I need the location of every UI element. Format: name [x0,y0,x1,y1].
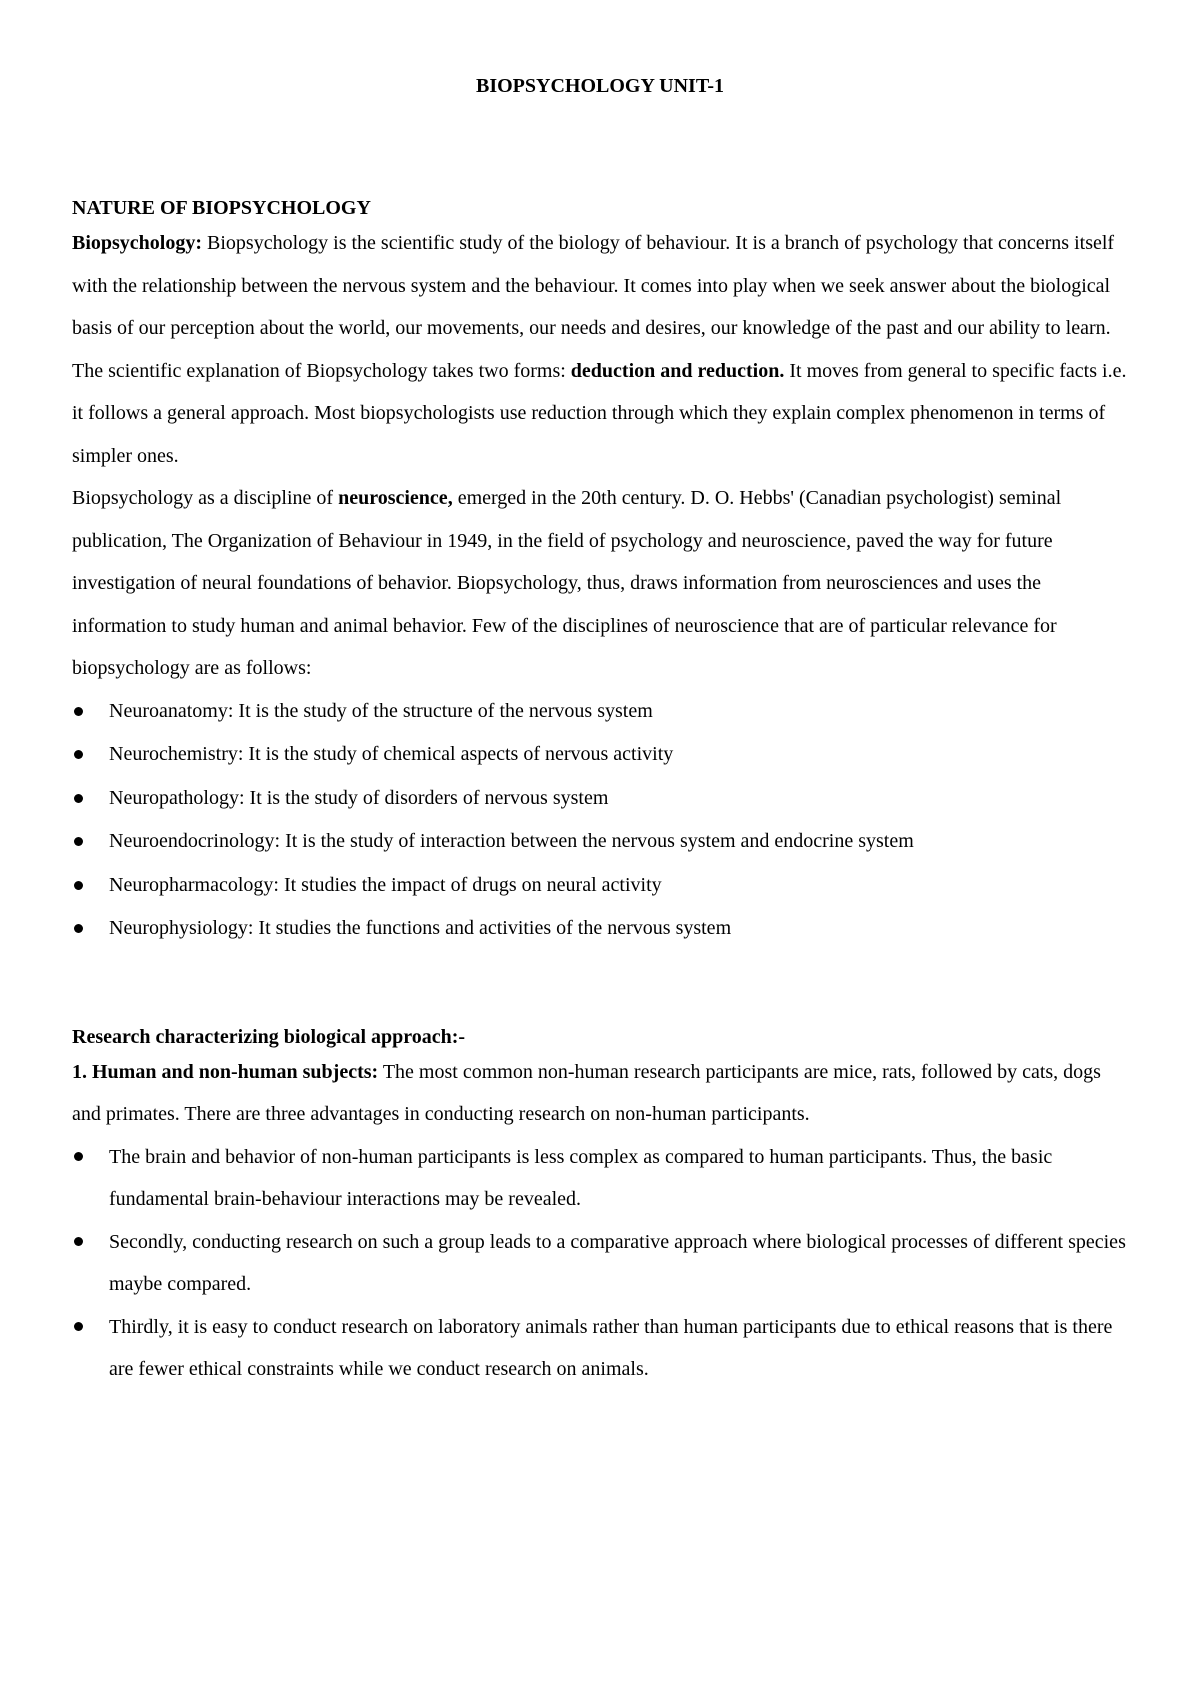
paragraph-scientific-explanation [72,350,1128,478]
bullet-icon [74,750,83,759]
term-human-nonhuman-subjects: 1. Human and non-human subjects: [72,1060,379,1083]
term-neuroscience: neuroscience, [338,487,453,509]
paragraph-text-before: Biopsychology as a discipline of [72,487,339,509]
paragraph-biopsychology-definition [72,222,1128,350]
list-item-text: Neuropathology: It is the study of disorders of nervous system [109,786,609,809]
list-item-text: Neurochemistry: It is the study of chemical aspects of nervous activity [109,743,674,765]
bullet-icon [74,881,83,890]
bullet-icon [74,1152,83,1161]
advantages-list [72,1136,1128,1391]
term-deduction-reduction: deduction and reduction. [570,359,785,382]
bullet-icon [74,837,83,846]
bullet-icon [74,1237,83,1246]
term-biopsychology: Biopsychology: [72,232,203,254]
list-item-text: Secondly, conducting research on such a group leads to a comparative approach where biological processes of different species maybe compared. [109,1230,1126,1295]
list-item-text: Neurophysiology: It studies the functions and activities of the nervous system [109,917,732,939]
bullet-icon [74,1322,83,1331]
paragraph-text-after: It moves from general to specific facts i.e. it follows a general approach. Most biopsychologists use reduction through which they explain complex phenomenon in terms of simpler ones. [72,359,1127,467]
list-item-text: Neuroendocrinology: It is the study of interaction between the nervous system and endocrine system [109,830,914,852]
paragraph-text: Biopsychology is the scientific study of the biology of behaviour. It is a branch of psychology that concerns itself with the relationship between the nervous system and the behaviour. It comes into play when we seek answer about the biological basis of our perception about the world, our movements, our needs and desires, our knowledge of the past and our ability to learn. [72,232,1115,339]
list-item [72,820,1128,864]
list-item-text: Neuropharmacology: It studies the impact of drugs on neural activity [109,873,662,896]
list-item-text: Neuroanatomy: It is the study of the structure of the nervous system [109,699,653,722]
bullet-icon [74,924,83,933]
document-title: BIOPSYCHOLOGY UNIT-1 [475,75,724,97]
paragraph-text-after: emerged in the 20th century. D. O. Hebbs' (Canadian psychologist) seminal publication, The Organization of Behaviour in 1949, in the field of psychology and neuroscience, paved the way for future investigation of neural foundations of behavior. Biopsychology, thus, draws information from neurosciences and uses the information to study human and animal behavior. Few of the disciplines of neuroscience that are of particular relevance for biopsychology are as follows: [72,487,1062,679]
list-item [72,907,1128,951]
list-item-text: The brain and behavior of non-human participants is less complex as compared to human participants. Thus, the basic fundamental brain-behaviour interactions may be revealed. [109,1145,1053,1210]
list-item [72,864,1128,908]
paragraph-text: The most common non-human research participants are mice, rats, followed by cats, dogs and primates. There are three advantages in conducting research on non-human participants. [72,1060,1101,1125]
list-item [72,1221,1128,1306]
list-item [72,777,1128,821]
section-heading-research: Research characterizing biological approach:- [72,1025,466,1048]
list-item [72,1136,1128,1221]
list-item [72,733,1128,777]
bullet-icon [74,707,83,716]
section-heading-nature: NATURE OF BIOPSYCHOLOGY [72,197,371,219]
paragraph-neuroscience-discipline [72,477,1128,690]
disciplines-list [72,690,1128,951]
list-item [72,690,1128,734]
list-item-text: Thirdly, it is easy to conduct research on laboratory animals rather than human participants due to ethical reasons that is there are fewer ethical constraints while we conduct research on animals. [109,1315,1113,1380]
bullet-icon [74,794,83,803]
list-item [72,1306,1128,1391]
paragraph-text-before: The scientific explanation of Biopsychology takes two forms: [72,359,571,382]
paragraph-human-nonhuman-subjects [72,1051,1128,1136]
